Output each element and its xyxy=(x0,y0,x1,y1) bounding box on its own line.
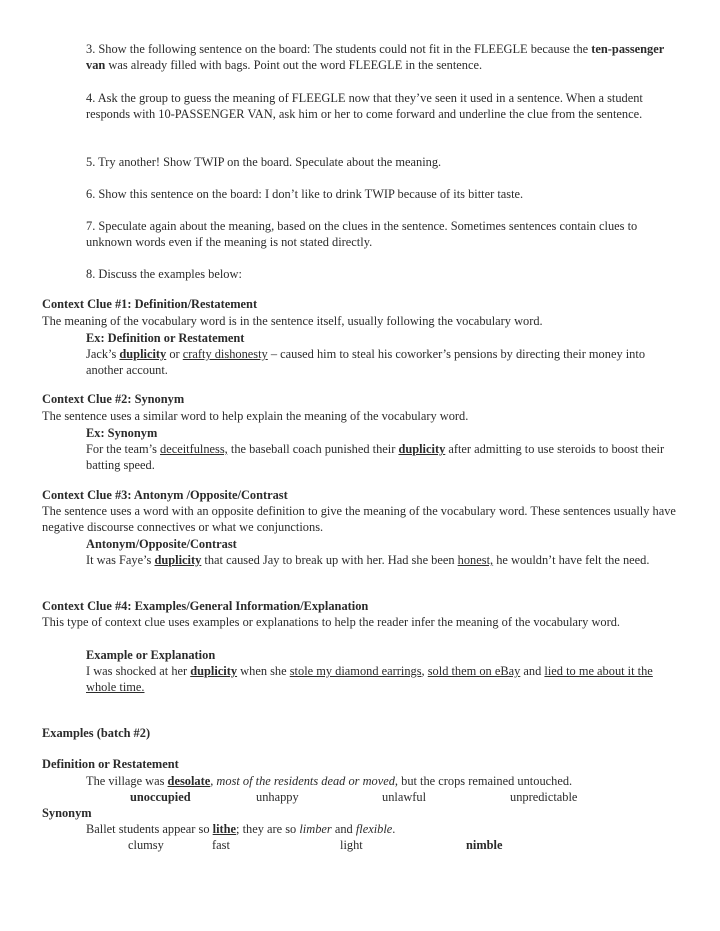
step-4: 4. Ask the group to guess the meaning of FLEEGLE now that they’ve seen it used in a sentence. When a student responds with 10-PASSENGER VAN, ask him or her to come forward and underline the clue from the sentence. xyxy=(86,91,643,121)
clue-phrase: lied to me about it the whole time. xyxy=(86,664,653,694)
clue-1-heading: Context Clue #1: Definition/Restatement xyxy=(42,297,258,311)
sentence-part: ; they are so xyxy=(236,822,300,836)
clue-3-example-sentence xyxy=(86,552,678,568)
clue-4-example-sentence xyxy=(86,663,678,695)
sentence-part: – caused him to steal his coworker’s pensions by directing their money into another account. xyxy=(86,347,646,377)
clue-2-example-sentence xyxy=(86,441,678,473)
answer-choice: unpredictable xyxy=(510,790,578,804)
step-3-text-c: was already filled with bags. Point out the word FLEEGLE in the sentence. xyxy=(105,58,483,72)
clue-3-heading: Context Clue #3: Antonym /Opposite/Contrast xyxy=(42,488,288,502)
answer-choice: clumsy xyxy=(128,838,164,852)
vocab-word: duplicity xyxy=(398,442,446,456)
vocab-word: duplicity xyxy=(154,553,202,567)
clue-1-example-label: Ex: Definition or Restatement xyxy=(86,331,245,345)
batch-2-synonym-heading: Synonym xyxy=(42,806,92,820)
step-3-bold-phrase: ten-passenger van xyxy=(86,42,665,72)
clue-4-example-label: Example or Explanation xyxy=(86,648,216,662)
sentence-part: when she xyxy=(237,664,290,678)
sentence-part: and xyxy=(331,822,356,836)
clue-phrase: most of the residents dead or moved xyxy=(216,774,395,788)
step-8: 8. Discuss the examples below: xyxy=(86,267,242,281)
answer-choice: light xyxy=(340,838,363,852)
sentence-part: after admitting to use steroids to boost their batting speed. xyxy=(86,442,665,472)
sentence-part: the baseball coach punished their xyxy=(227,442,399,456)
vocab-word: lithe xyxy=(212,822,237,836)
sentence-part: he wouldn’t have felt the need. xyxy=(493,553,650,567)
answer-choice: fast xyxy=(212,838,230,852)
answer-choice: unoccupied xyxy=(130,790,191,804)
clue-phrase: deceitfulness, xyxy=(160,442,228,456)
sentence-part: For the team’s xyxy=(86,442,160,456)
batch-2-synonym-sentence xyxy=(86,821,678,837)
sentence-part: , xyxy=(210,774,217,788)
answer-choice: unlawful xyxy=(382,790,427,804)
batch-2-definition-heading: Definition or Restatement xyxy=(42,757,179,771)
sentence-part: . xyxy=(392,822,396,836)
clue-2-example-label: Ex: Synonym xyxy=(86,426,158,440)
clue-3-example-label: Antonym/Opposite/Contrast xyxy=(86,537,237,551)
clue-phrase: crafty dishonesty xyxy=(182,347,268,361)
answer-choice: nimble xyxy=(466,838,503,852)
step-3 xyxy=(86,41,678,73)
step-5: 5. Try another! Show TWIP on the board. Speculate about the meaning. xyxy=(86,155,442,169)
step-6: 6. Show this sentence on the board: I don’t like to drink TWIP because of its bitter taste. xyxy=(86,187,524,201)
sentence-part: , xyxy=(421,664,428,678)
sentence-part: that caused Jay to break up with her. Had she been xyxy=(201,553,458,567)
vocab-word: duplicity xyxy=(119,347,167,361)
vocab-word: desolate xyxy=(167,774,211,788)
step-3-text-a: 3. Show the following sentence on the board: The students could not fit in the FLEEGLE because the xyxy=(86,42,592,56)
batch-2-definition-sentence xyxy=(86,773,678,789)
sentence-part: I was shocked at her xyxy=(86,664,191,678)
sentence-part: or xyxy=(166,347,183,361)
sentence-part: , but the crops remained untouched. xyxy=(394,774,573,788)
clue-1-description: The meaning of the vocabulary word is in the sentence itself, usually following the vocabulary word. xyxy=(42,314,543,328)
clue-phrase: flexible xyxy=(355,822,393,836)
step-7: 7. Speculate again about the meaning, based on the clues in the sentence. Sometimes sentences contain clues to unknown words even if the meaning is not stated directly. xyxy=(86,219,638,249)
clue-phrase: honest, xyxy=(457,553,494,567)
clue-4-description: This type of context clue uses examples or explanations to help the reader infer the meaning of the vocabulary word. xyxy=(42,615,621,629)
answer-choice: unhappy xyxy=(256,790,299,804)
clue-3-description: The sentence uses a word with an opposite definition to give the meaning of the vocabulary word. These sentences usually have negative discourse connectives or what we conjunctions. xyxy=(42,504,676,534)
clue-4-heading: Context Clue #4: Examples/General Information/Explanation xyxy=(42,599,369,613)
clue-phrase: limber xyxy=(299,822,332,836)
clue-2-heading: Context Clue #2: Synonym xyxy=(42,392,185,406)
clue-phrase: stole my diamond earrings xyxy=(289,664,422,678)
clue-2-description: The sentence uses a similar word to help explain the meaning of the vocabulary word. xyxy=(42,409,469,423)
clue-1-example-sentence xyxy=(86,346,678,378)
batch-2-heading: Examples (batch #2) xyxy=(42,726,151,740)
sentence-part: Ballet students appear so xyxy=(86,822,213,836)
sentence-part: Jack’s xyxy=(86,347,120,361)
clue-phrase: sold them on eBay xyxy=(427,664,521,678)
sentence-part: It was Faye’s xyxy=(86,553,155,567)
sentence-part: The village was xyxy=(86,774,168,788)
sentence-part: and xyxy=(520,664,545,678)
vocab-word: duplicity xyxy=(190,664,238,678)
